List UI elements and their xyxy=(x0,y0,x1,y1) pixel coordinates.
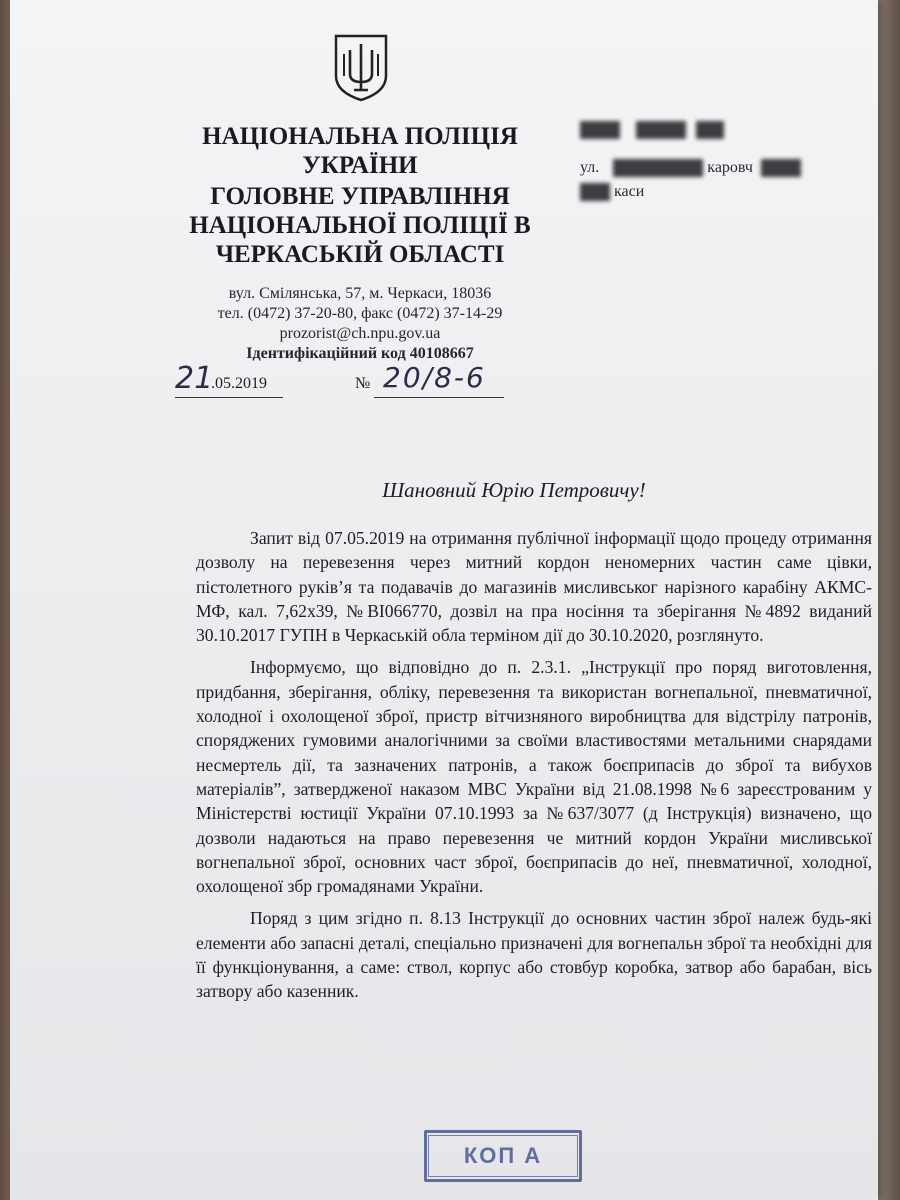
organization-name xyxy=(170,122,550,180)
stamp-text: КОП А xyxy=(428,1135,578,1177)
handwritten-day: 21 xyxy=(175,361,214,396)
email-line: prozorist@ch.npu.gov.ua xyxy=(279,325,441,342)
recipient-street: ул. каровч xyxy=(580,156,870,180)
recipient-name-redacted xyxy=(580,118,870,142)
letter-body xyxy=(196,526,872,1012)
desk-surface-right xyxy=(876,0,900,1200)
recipient-city: каси xyxy=(580,180,870,204)
redaction xyxy=(580,121,620,139)
paragraph: Поряд з цим згідно п. 8.13 Інструкції до основних частин зброї належ будь-які елементи або запасні деталі, спеціально призначені для вогнепальн зброї та необхідні для її функціонування, а саме: ствол, корпус або стовбур коробка, затвор або барабан, вісь затвору або казенник. xyxy=(196,908,872,1002)
id-code-line: Ідентифікаційний код 40108667 xyxy=(246,345,474,362)
contact-block xyxy=(130,284,590,364)
dept-line-1: ГОЛОВНЕ УПРАВЛІННЯ xyxy=(210,183,510,210)
handwritten-number: 20/8-6 xyxy=(383,361,486,394)
redaction xyxy=(613,159,703,177)
redaction xyxy=(761,159,801,177)
number-sign: № xyxy=(355,375,371,392)
date-underline xyxy=(175,397,283,398)
reference-row xyxy=(175,361,515,401)
department-name xyxy=(170,182,550,269)
address-line: вул. Смілянська, 57, м. Черкаси, 18036 xyxy=(228,285,492,302)
number-underline xyxy=(374,397,504,398)
org-line-2: УКРАЇНИ xyxy=(302,152,418,179)
redaction xyxy=(580,183,610,201)
org-line-1: НАЦІОНАЛЬНА ПОЛІЦІЯ xyxy=(202,123,518,150)
dept-line-2: НАЦІОНАЛЬНОЇ ПОЛІЦІЇ В xyxy=(189,212,531,239)
salutation: Шановний Юрію Петровичу! xyxy=(382,478,646,502)
paragraph: Запит від 07.05.2019 на отримання публічної інформації щодо процеду отримання дозволу на перевезення через митний кордон неномерних частин саме цівки, пістолетного руків’я та подавачів до магазинів мисливськог нарізного карабіну АКМС-МФ, кал. 7,62х39, №ВІ066770, дозвіл на пра носіння та зберігання №4892 виданий 30.10.2017 ГУПН в Черкаській обла терміном дії до 30.10.2020, розглянуто. xyxy=(196,528,872,646)
printed-date: .05.2019 xyxy=(211,375,267,392)
paragraph: Інформуємо, що відповідно до п. 2.3.1. „Інструкції про поряд виготовлення, придбання, зберігання, обліку, перевезення та використан вогнепальної, пневматичної, холодної і охолощеної зброї, пристр вітчизняного виробництва для відстрілу патронів, споряджених гумовими аналогічними за своїми властивостями метальними снарядами несмертель дії, та зазначених патронів, а також боєприпасів до зброї та вибухов матеріалів”, затвердженої наказом МВС України від 21.08.1998 №6 зареєстрованим у Міністерстві юстиції України 07.10.1993 за №637/3077 (д Інструкція) визначено, що дозволи надаються на право перевезення че митний кордон України мисливської вогнепальної зброї, основних част зброї, боєприпасів до неї, пневматичної, холодної, охолощеної збр громадянами України. xyxy=(196,657,872,897)
copy-stamp xyxy=(424,1130,582,1182)
redaction xyxy=(636,121,686,139)
redaction xyxy=(696,121,724,139)
letter-page xyxy=(10,0,878,1200)
phone-line: тел. (0472) 37-20-80, факс (0472) 37-14-29 xyxy=(217,305,503,322)
dept-line-3: ЧЕРКАСЬКІЙ ОБЛАСТІ xyxy=(215,241,505,268)
recipient-block xyxy=(580,118,870,204)
trident-emblem-icon xyxy=(332,32,390,102)
